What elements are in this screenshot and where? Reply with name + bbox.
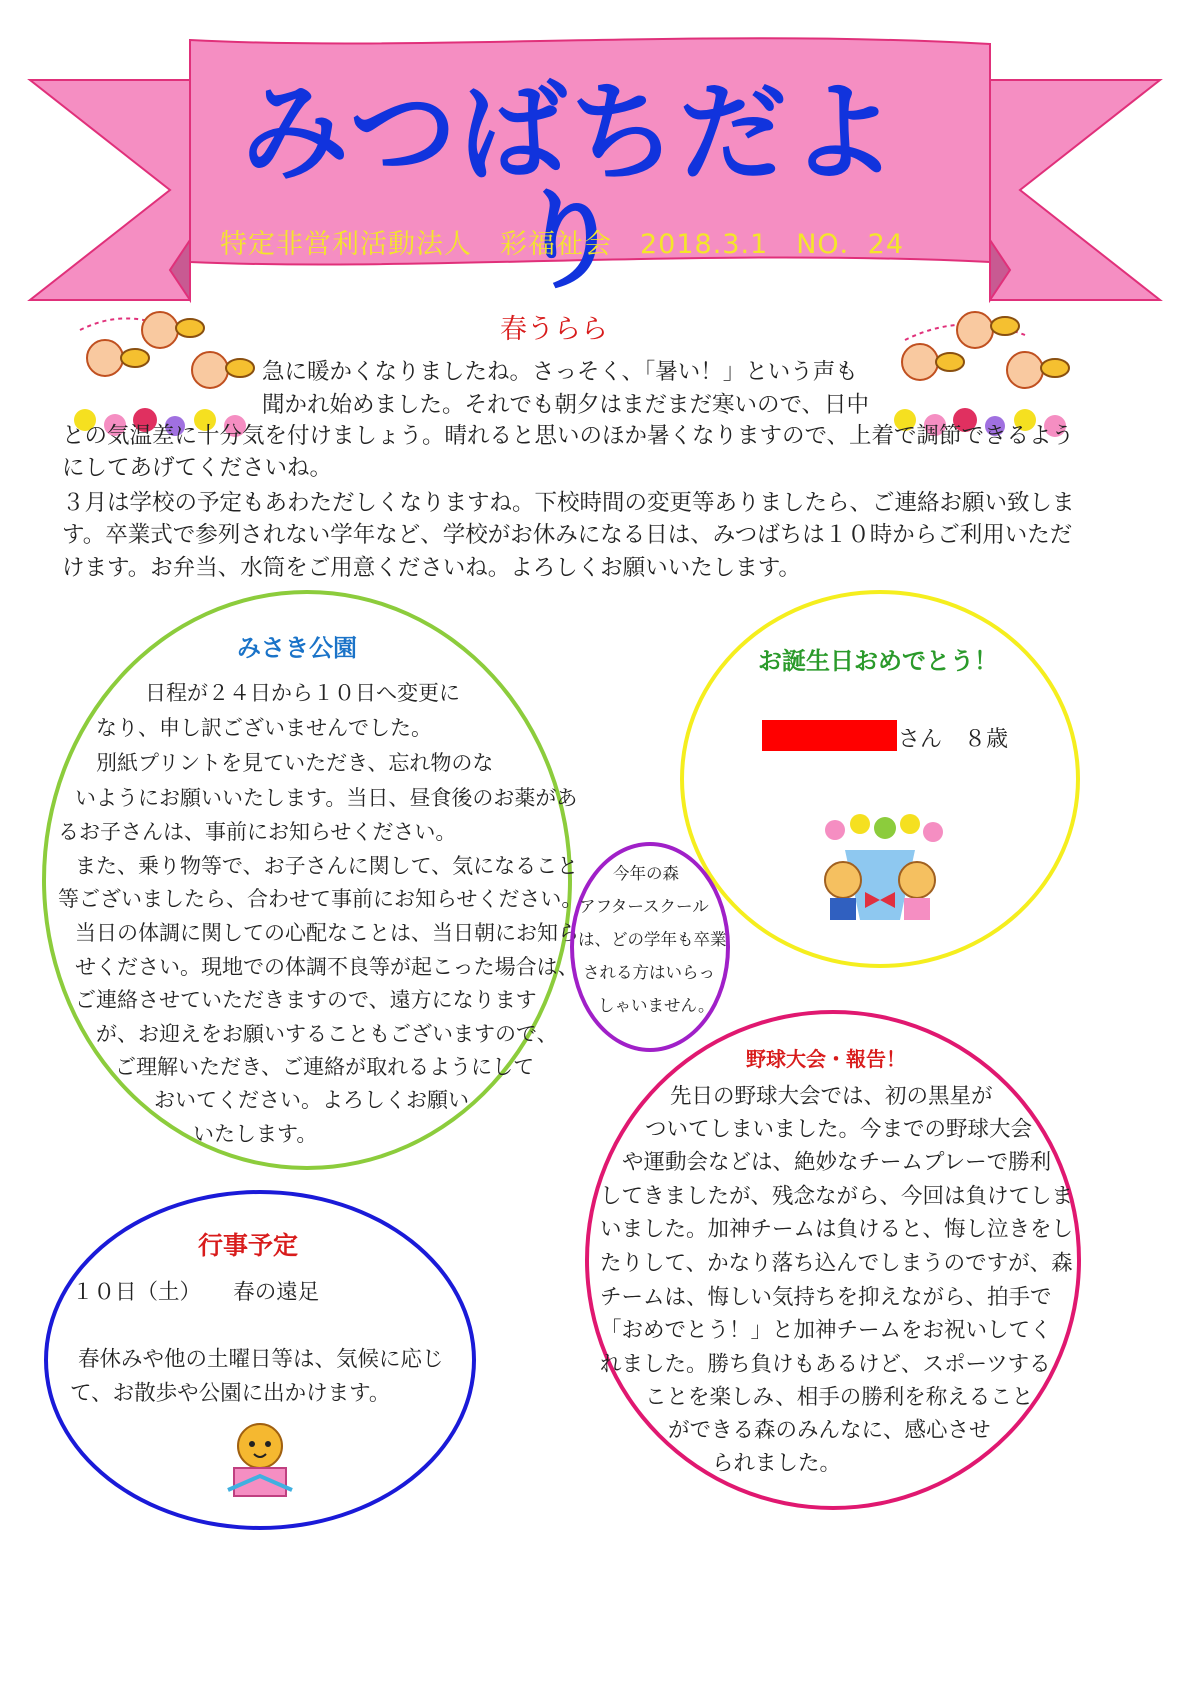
misaki-heading: みさき公園 — [237, 634, 357, 662]
redacted-name — [762, 720, 897, 751]
misaki-line: ご連絡させていただきますので、遠方になります — [75, 988, 537, 1012]
misaki-line: 日程が２４日から１０日へ変更に — [145, 681, 460, 705]
mori-note-line: アフタースクール — [579, 897, 709, 916]
baseball-line: れました。勝ち負けもあるけど、スポーツする — [600, 1352, 1051, 1377]
intro-line: との気温差に十分気を付けましょう。晴れると思いのほか暑くなりますので、上着で調節できるよう — [62, 423, 1075, 449]
misaki-line: ご理解いただき、ご連絡が取れるようにして — [115, 1055, 535, 1079]
intro-line: 急に暖かくなりましたね。さっそく、「暑い！」という声も — [262, 359, 858, 385]
baseball-line: ができる森のみんなに、感心させ — [668, 1418, 991, 1443]
birthday-heading: お誕生日おめでとう！ — [758, 647, 998, 675]
baseball-line: たりして、かなり落ち込んでしまうのですが、森 — [600, 1251, 1073, 1276]
events-heading: 行事予定 — [198, 1231, 299, 1260]
misaki-line: いたします。 — [193, 1122, 318, 1146]
baseball-line: られました。 — [712, 1451, 842, 1476]
baseball-line: や運動会などは、絶妙なチームプレーで勝利 — [622, 1150, 1052, 1175]
intro-line: けます。お弁当、水筒をご用意くださいね。よろしくお願いいたします。 — [62, 555, 801, 581]
mori-note-line: は、どの学年も卒業 — [578, 930, 727, 949]
cats-bouquet-illustration — [805, 810, 955, 925]
mori-note-line: 今年の森 — [613, 864, 679, 883]
event-item: １０日（土） 春の遠足 — [72, 1280, 320, 1305]
baseball-line: してきましたが、残念ながら、今回は負けてしま — [600, 1184, 1074, 1209]
misaki-line: 当日の体調に関しての心配なことは、当日朝にお知ら — [75, 921, 579, 945]
mori-note-line: される方はいらっ — [583, 963, 715, 982]
misaki-line: せください。現地での体調不良等が起こった場合は、 — [75, 955, 579, 979]
misaki-line: いようにお願いいたします。当日、昼食後のお薬があ — [75, 786, 578, 810]
newsletter-title: みつばちだより — [241, 71, 899, 304]
events-line: て、お散歩や公園に出かけます。 — [70, 1381, 391, 1406]
misaki-line: なり、申し訳ございませんでした。 — [96, 716, 432, 740]
intro-heading: 春うらら — [500, 314, 608, 345]
misaki-line: おいてください。よろしくお願い — [154, 1088, 469, 1112]
baseball-line: ついてしまいました。今までの野球大会 — [645, 1117, 1033, 1142]
baseball-line: 「おめでとう！」と加神チームをお祝いしてく — [600, 1318, 1052, 1343]
intro-line: にしてあげてくださいね。 — [62, 455, 333, 481]
baseball-line: ことを楽しみ、相手の勝利を称えること — [645, 1385, 1034, 1410]
events-line: 春休みや他の土曜日等は、気候に応じ — [78, 1347, 444, 1372]
misaki-line: 等ございましたら、合わせて事前にお知らせください。 — [58, 887, 583, 911]
baseball-line: いました。加神チームは負けると、悔し泣きをし — [600, 1217, 1074, 1242]
baseball-heading: 野球大会・報告！ — [746, 1047, 906, 1071]
misaki-line: また、乗り物等で、お子さんに関して、気になること — [75, 854, 579, 878]
intro-line: 聞かれ始めました。それでも朝夕はまだまだ寒いので、日中 — [262, 392, 870, 418]
newsletter-subtitle: 特定非営利活動法人 彩福祉会 2018.3.1 NO．24 — [220, 229, 905, 260]
tiger-present-illustration — [218, 1418, 303, 1503]
intro-line: す。卒業式で参列されない学年など、学校がお休みになる日は、みつばちは１０時からご利用いただ — [62, 522, 1073, 548]
baseball-line: チームは、悔しい気持ちを抑えながら、拍手で — [600, 1285, 1052, 1310]
mori-note-line: しゃいません。 — [598, 996, 715, 1015]
baseball-line: 先日の野球大会では、初の黒星が — [670, 1084, 993, 1109]
misaki-line: 別紙プリントを見ていただき、忘れ物のな — [96, 751, 494, 775]
intro-line: ３月は学校の予定もあわただしくなりますね。下校時間の変更等ありましたら、ご連絡お願い致しま — [62, 490, 1075, 516]
misaki-line: が、お迎えをお願いすることもございますので、 — [96, 1022, 558, 1046]
misaki-line: るお子さんは、事前にお知らせください。 — [58, 820, 457, 844]
birthday-age: さん ８歳 — [898, 727, 1009, 752]
